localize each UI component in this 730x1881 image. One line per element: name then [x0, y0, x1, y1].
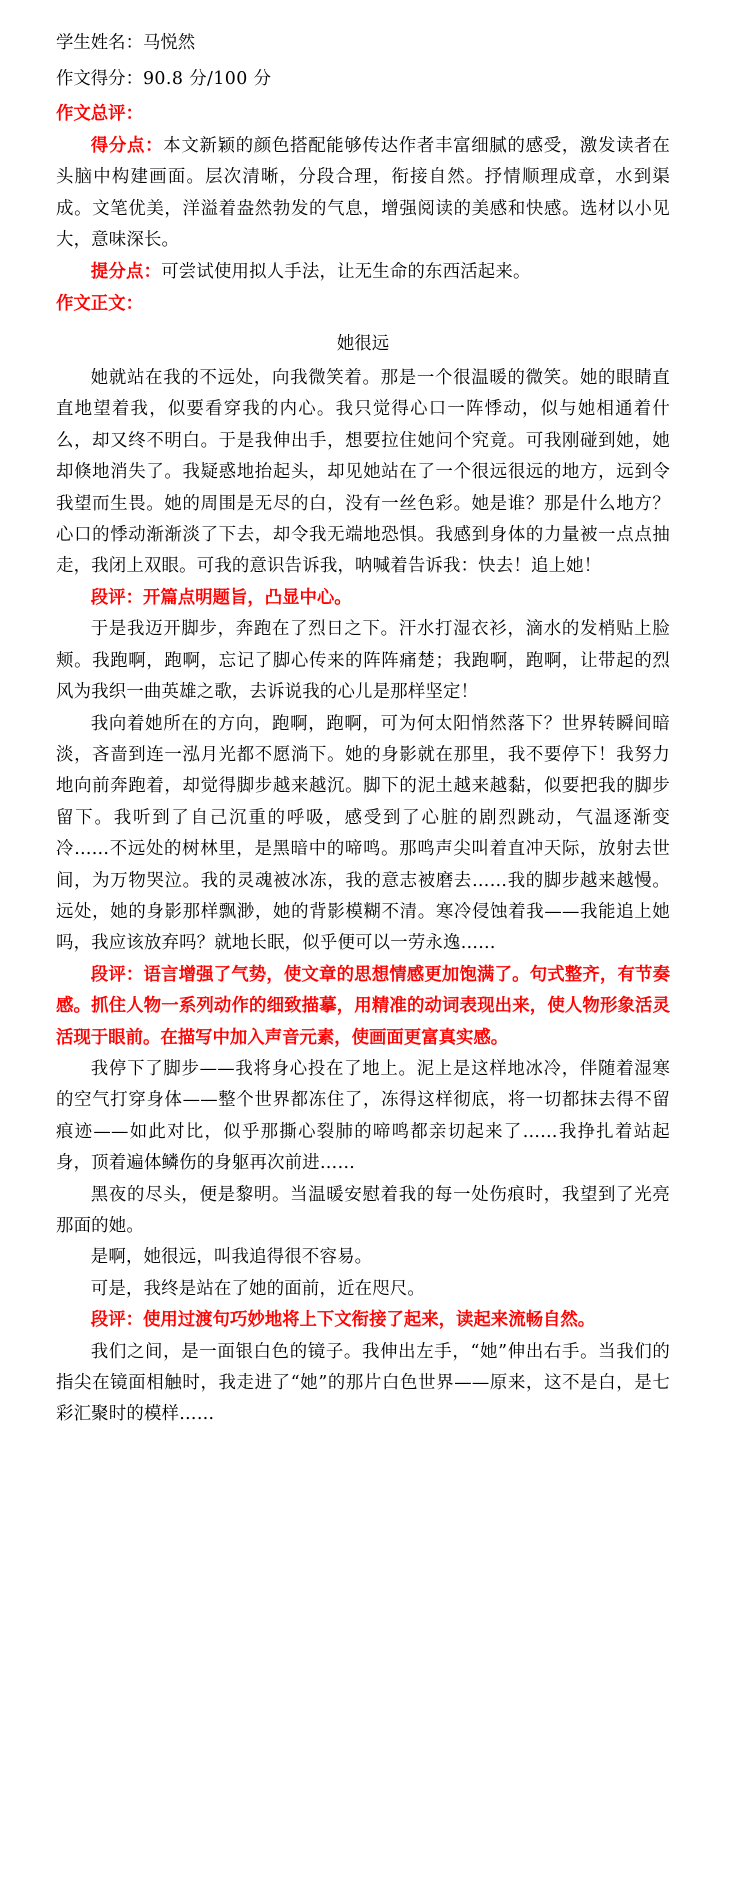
- strength-point-label: 得分点：: [90, 136, 164, 156]
- essay-paragraph: 她就站在我的不远处，向我微笑着。那是一个很温暖的微笑。她的眼睛直直地望着我，似要看穿我的内心。我只觉得心口一阵悸动，似与她相通着什么，却又终不明白。于是我伸出手，想要拉住她问个究竟。可我刚碰到她，她却倏地消失了。我疑惑地抬起头，却见她站在了一个很远很远的地方，远到令我望而生畏。她的周围是无尽的白，没有一丝色彩。她是谁？那是什么地方？心口的悸动渐渐淡了下去，却令我无端地恐惧。我感到身体的力量被一点点抽走，我闭上双眼。可我的意识告诉我，呐喊着告诉我：快去！追上她！: [56, 368, 670, 577]
- paragraph-comment: [56, 960, 670, 1054]
- paragraph-comment-label: 段评：: [90, 1310, 143, 1331]
- essay-paragraph: 黑夜的尽头，便是黎明。当温暖安慰着我的每一处伤痕时，我望到了光亮那面的她。: [56, 1184, 670, 1236]
- essay-score-label: 作文得分：: [56, 69, 143, 89]
- student-name-value: 马悦然: [142, 33, 196, 53]
- improve-point-paragraph: [56, 257, 670, 288]
- paragraph-comment-text: 使用过渡句巧妙地将上下文衔接了起来，读起来流畅自然。: [142, 1310, 596, 1331]
- essay-body-heading: 作文正文：: [56, 294, 143, 315]
- essay-paragraph: 我们之间，是一面银白色的镜子。我伸出左手，“她”伸出右手。当我们的指尖在镜面相触时，我走进了“她”的那片白色世界——原来，这不是白，是七彩汇聚时的模样……: [56, 1341, 670, 1425]
- overall-review-heading: 作文总评：: [56, 104, 143, 124]
- essay-score-row: [56, 62, 670, 96]
- essay-title: 她很远: [336, 334, 390, 355]
- essay-paragraph: 我停下了脚步——我将身心投在了地上。泥上是这样地冰冷，伴随着湿寒的空气打穿身体——整个世界都冻住了，冻得这样彻底，将一切都抹去得不留痕迹——如此对比，似乎那撕心裂肺的啼鸣都亲切起来了……我挣扎着站起身，顶着遍体鳞伤的身躯再次前进……: [56, 1058, 670, 1174]
- paragraph-comment: [56, 1305, 670, 1336]
- paragraph-comment-text: 开篇点明题旨，凸显中心。: [142, 587, 352, 608]
- paragraph-comment-text: 语言增强了气势，使文章的思想情感更加饱满了。句式整齐，有节奏感。抓住人物一系列动作的细致描摹，用精准的动词表现出来，使人物形象活灵活现于眼前。在描写中加入声音元素，使画面更富真实感。: [56, 964, 670, 1048]
- paragraph-comment: [56, 583, 670, 614]
- paragraph-comment-label: 段评：: [90, 964, 144, 985]
- essay-paragraph-list: [56, 363, 670, 1431]
- essay-paragraph: 是啊，她很远，叫我追得很不容易。: [90, 1247, 373, 1268]
- essay-review-document: [56, 26, 670, 1431]
- essay-paragraph: 可是，我终是站在了她的面前，近在咫尺。: [90, 1278, 426, 1299]
- paragraph-comment-label: 段评：: [90, 587, 143, 608]
- student-name-row: [56, 26, 670, 60]
- essay-paragraph: 我向着她所在的方向，跑啊，跑啊，可为何太阳悄然落下？世界转瞬间暗淡，吝啬到连一泓月光都不愿淌下。她的身影就在那里，我不要停下！我努力地向前奔跑着，却觉得脚步越来越沉。脚下的泥土越来越黏，似要把我的脚步留下。我听到了自己沉重的呼吸，感受到了心脏的剧烈跳动，气温逐渐变冷……不远处的树林里，是黑暗中的啼鸣。那鸣声尖叫着直冲天际，放射去世间，为万物哭泣。我的灵魂被冰冻，我的意志被磨去……我的脚步越来越慢。远处，她的身影那样飘渺，她的背影模糊不清。寒冷侵蚀着我——我能追上她吗，我应该放弃吗？就地长眠，似乎便可以一劳永逸……: [56, 713, 670, 954]
- improve-point-text: 可尝试使用拟人手法，让无生命的东西活起来。: [161, 261, 531, 282]
- strength-point-paragraph: [56, 131, 670, 257]
- improve-point-label: 提分点：: [90, 261, 162, 282]
- essay-score-value: 90.8 分/100 分: [142, 69, 272, 89]
- essay-paragraph: 于是我迈开脚步，奔跑在了烈日之下。汗水打湿衣衫，滴水的发梢贴上脸颊。我跑啊，跑啊，忘记了脚心传来的阵阵痛楚；我跑啊，跑啊，让带起的烈风为我织一曲英雄之歌，去诉说我的心儿是那样坚定！: [56, 619, 670, 703]
- student-name-label: 学生姓名：: [56, 33, 143, 53]
- strength-point-text: 本文新颖的颜色搭配能够传达作者丰富细腻的感受，激发读者在头脑中构建画面。层次清晰，分段合理，衔接自然。抒情顺理成章，水到渠成。文笔优美，洋溢着盎然勃发的气息，增强阅读的美感和快感。选材以小见大，意味深长。: [56, 136, 670, 251]
